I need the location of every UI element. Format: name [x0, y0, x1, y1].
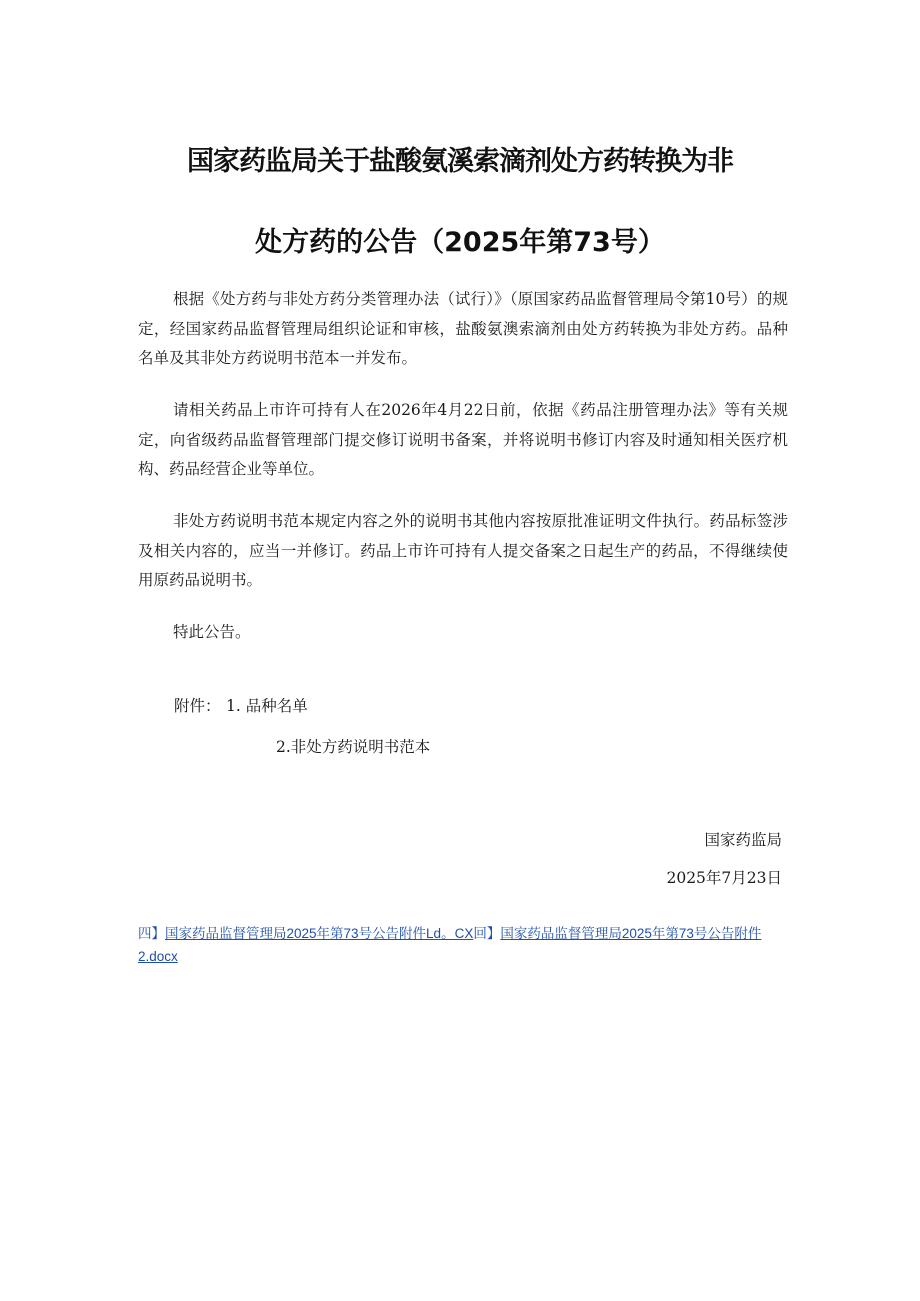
body-paragraph: 请相关药品上市许可持有人在2026年4月22日前，依据《药品注册管理办法》等有关规定，向省级药品监督管理部门提交修订说明书备案，并将说明书修订内容及时通知相关医疗机构、药品经营企业等单位。 [138, 401, 788, 478]
attachment-links [138, 922, 788, 968]
body-paragraph: 根据《处方药与非处方药分类管理办法（试行）》（原国家药品监督管理局令第10号）的规定，经国家药品监督管理局组织论证和审核，盐酸氨澳索滴剂由处方药转换为非处方药。品种名单及其非处方药说明书范本一并发布。 [138, 290, 788, 367]
link-prefix-2: 回】 [473, 926, 501, 941]
attachment-link-1[interactable]: 国家药品监督管理局2025年第73号公告附件Ld。CX [165, 926, 474, 941]
signature-date: 2025年7月23日 [666, 869, 782, 887]
attachment-item-2: 2.非处方药说明书范本 [276, 738, 431, 756]
document-title-line1: 国家药监局关于盐酸氨溪索滴剂处方药转换为非 [187, 146, 733, 177]
document-title-line2: 处方药的公告（2025年第73号） [255, 227, 665, 258]
attachments-label: 附件： [174, 697, 221, 715]
attachment-link-2[interactable]: 国家药品监督管理局2025年第73号公告附件2.docx [138, 926, 762, 964]
body-paragraph: 非处方药说明书范本规定内容之外的说明书其他内容按原批准证明文件执行。药品标签涉及相关内容的，应当一并修订。药品上市许可持有人提交备案之日起生产的药品，不得继续使用原药品说明书。 [138, 512, 788, 589]
attachment-item-1: 1. 品种名单 [226, 697, 308, 715]
closing-statement: 特此公告。 [173, 623, 251, 641]
link-prefix-1: 四】 [138, 926, 165, 941]
signature-org: 国家药监局 [704, 831, 782, 849]
